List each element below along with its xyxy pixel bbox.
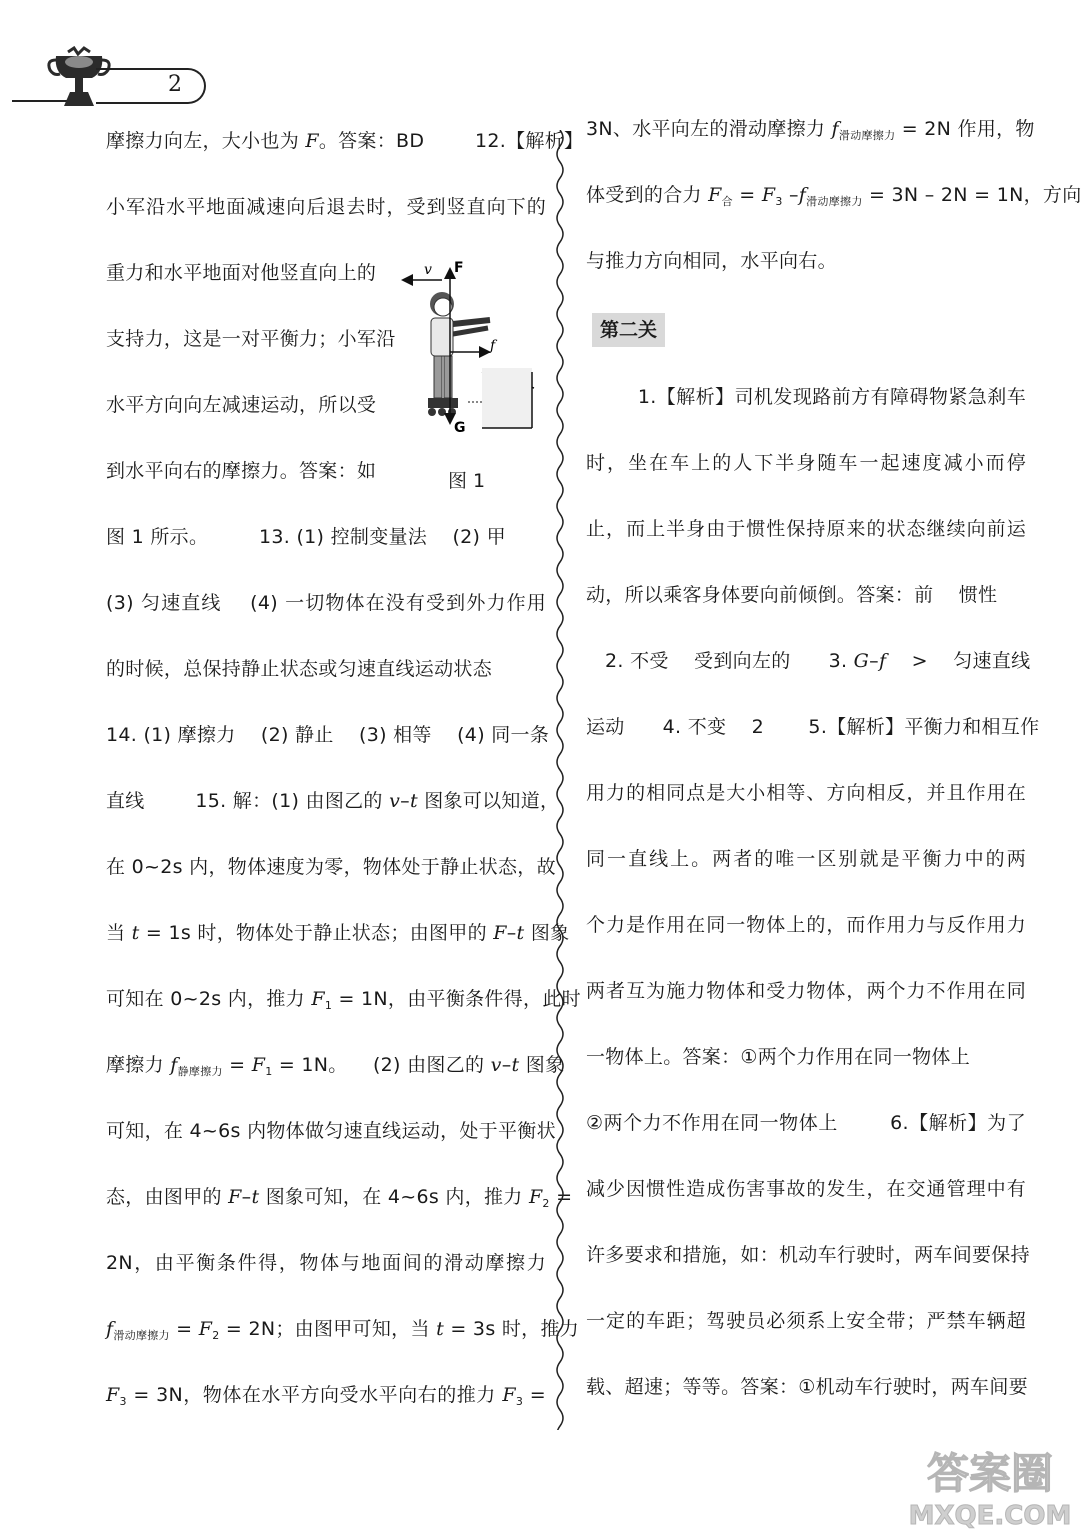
text-line: 一物体上。答案：①两个力作用在同一物体上 (586, 1046, 971, 1068)
text-line: 摩擦力 $f_{静摩擦力} = F_1 = 1N$。 (2) 由图乙的 v–t 图象 (106, 1054, 565, 1078)
text-line: 重力和水平地面对他竖直向上的 (106, 262, 377, 284)
text-line: 1.【解析】司机发现路前方有障碍物紧急刹车 (586, 386, 1026, 408)
column-divider (540, 130, 580, 1430)
text-line: 个力是作用在同一物体上的，而作用力与反作用力 (586, 914, 1026, 936)
label-f: f (490, 338, 496, 354)
figure-1-boy-on-roller-skates (398, 252, 538, 462)
text-line: 图 1 所示。 13. (1) 控制变量法 (2) 甲 (106, 526, 506, 548)
text-line: 支持力，这是一对平衡力；小军沿 (106, 328, 396, 350)
watermark-text-top: 答案圈 (926, 1449, 1054, 1498)
right-column (586, 96, 1082, 1420)
text-line: 一定的车距；驾驶员必须系上安全带；严禁车辆超 (586, 1310, 1026, 1332)
text-line: 的时候，总保持静止状态或匀速直线运动状态 (106, 658, 493, 680)
text-line: 两者互为施力物体和受力物体，两个力不作用在同 (586, 980, 1026, 1002)
figure-caption: 图 1 (448, 470, 486, 492)
label-G: G (454, 420, 466, 436)
text-line: 3N、水平向左的滑动摩擦力 $f_{滑动摩擦力} = 2N$ 作用，物 (586, 118, 1035, 142)
text-line: 水平方向向左减速运动，所以受 (106, 394, 377, 416)
text-line: 到水平向右的摩擦力。答案：如 (106, 460, 377, 482)
text-line: 与推力方向相同，水平向右。 (586, 250, 837, 272)
text-line: 态，由图甲的 F–t 图象可知，在 4~6s 内，推力 $F_2$ = (106, 1186, 573, 1210)
text-line: 止，而上半身由于惯性保持原来的状态继续向前运 (586, 518, 1026, 540)
label-v: v (424, 262, 432, 278)
text-line: ②两个力不作用在同一物体上 6.【解析】为了 (586, 1112, 1026, 1134)
text-line: 摩擦力向左，大小也为 F。答案：BD 12.【解析】 (106, 130, 584, 152)
text-line: 动，所以乘客身体要向前倾倒。答案：前 惯性 (586, 584, 998, 606)
text-line: 运动 4. 不变 2 5.【解析】平衡力和相互作 (586, 716, 1040, 738)
text-line: 2. 不受 受到向左的 3. G–f > 匀速直线 (586, 650, 1031, 672)
text-line: $f_{滑动摩擦力} = F_2 = 2N$；由图甲可知，当 t = 3s 时，推力 (106, 1318, 580, 1342)
text-line: 在 0~2s 内，物体速度为零，物体处于静止状态，故 (106, 856, 556, 878)
text-line: (3) 匀速直线 (4) 一切物体在没有受到外力作用 (106, 592, 546, 614)
text-line: 14. (1) 摩擦力 (2) 静止 (3) 相等 (4) 同一条 (106, 724, 550, 746)
text-line: 小军沿水平地面减速向后退去时，受到竖直向下的 (106, 196, 546, 218)
text-line: 减少因惯性造成伤害事故的发生，在交通管理中有 (586, 1178, 1026, 1200)
section-heading: 第二关 (592, 313, 665, 347)
text-line: 载、超速；等等。答案：①机动车行驶时，两车间要 (586, 1376, 1028, 1398)
text-line: $F_3 = 3N$，物体在水平方向受水平向右的推力 $F_3$ = (106, 1384, 546, 1408)
watermark-text-bottom: MXQE.COM (908, 1501, 1072, 1531)
text-line: 许多要求和措施，如：机动车行驶时，两车间要保持 (586, 1244, 1030, 1266)
page-number: 2 (168, 72, 182, 97)
section-heading-line (592, 294, 1026, 364)
text-line: 同一直线上。两者的唯一区别就是平衡力中的两 (586, 848, 1026, 870)
text-line: 直线 15. 解：(1) 由图乙的 v–t 图象可以知道， (106, 790, 560, 812)
text-line: 当 t = 1s 时，物体处于静止状态；由图甲的 F–t 图象 (106, 922, 570, 944)
text-line: 用力的相同点是大小相等、方向相反，并且作用在 (586, 782, 1026, 804)
text-line: 可知，在 4~6s 内物体做匀速直线运动，处于平衡状 (106, 1120, 556, 1142)
text-line: 2N，由平衡条件得，物体与地面间的滑动摩擦力 (106, 1252, 546, 1274)
text-line: 可知在 0~2s 内，推力 $F_1 = 1N$，由平衡条件得，此时 (106, 988, 581, 1012)
watermark-logo (900, 1440, 1080, 1532)
label-F: F (454, 260, 464, 276)
text-line: 时，坐在车上的人下半身随车一起速度减小而停 (586, 452, 1026, 474)
text-line: 体受到的合力 $F_合 = F_3$ $-f_{滑动摩擦力} = 3N - 2N = 1N$，方向 (586, 184, 1082, 208)
